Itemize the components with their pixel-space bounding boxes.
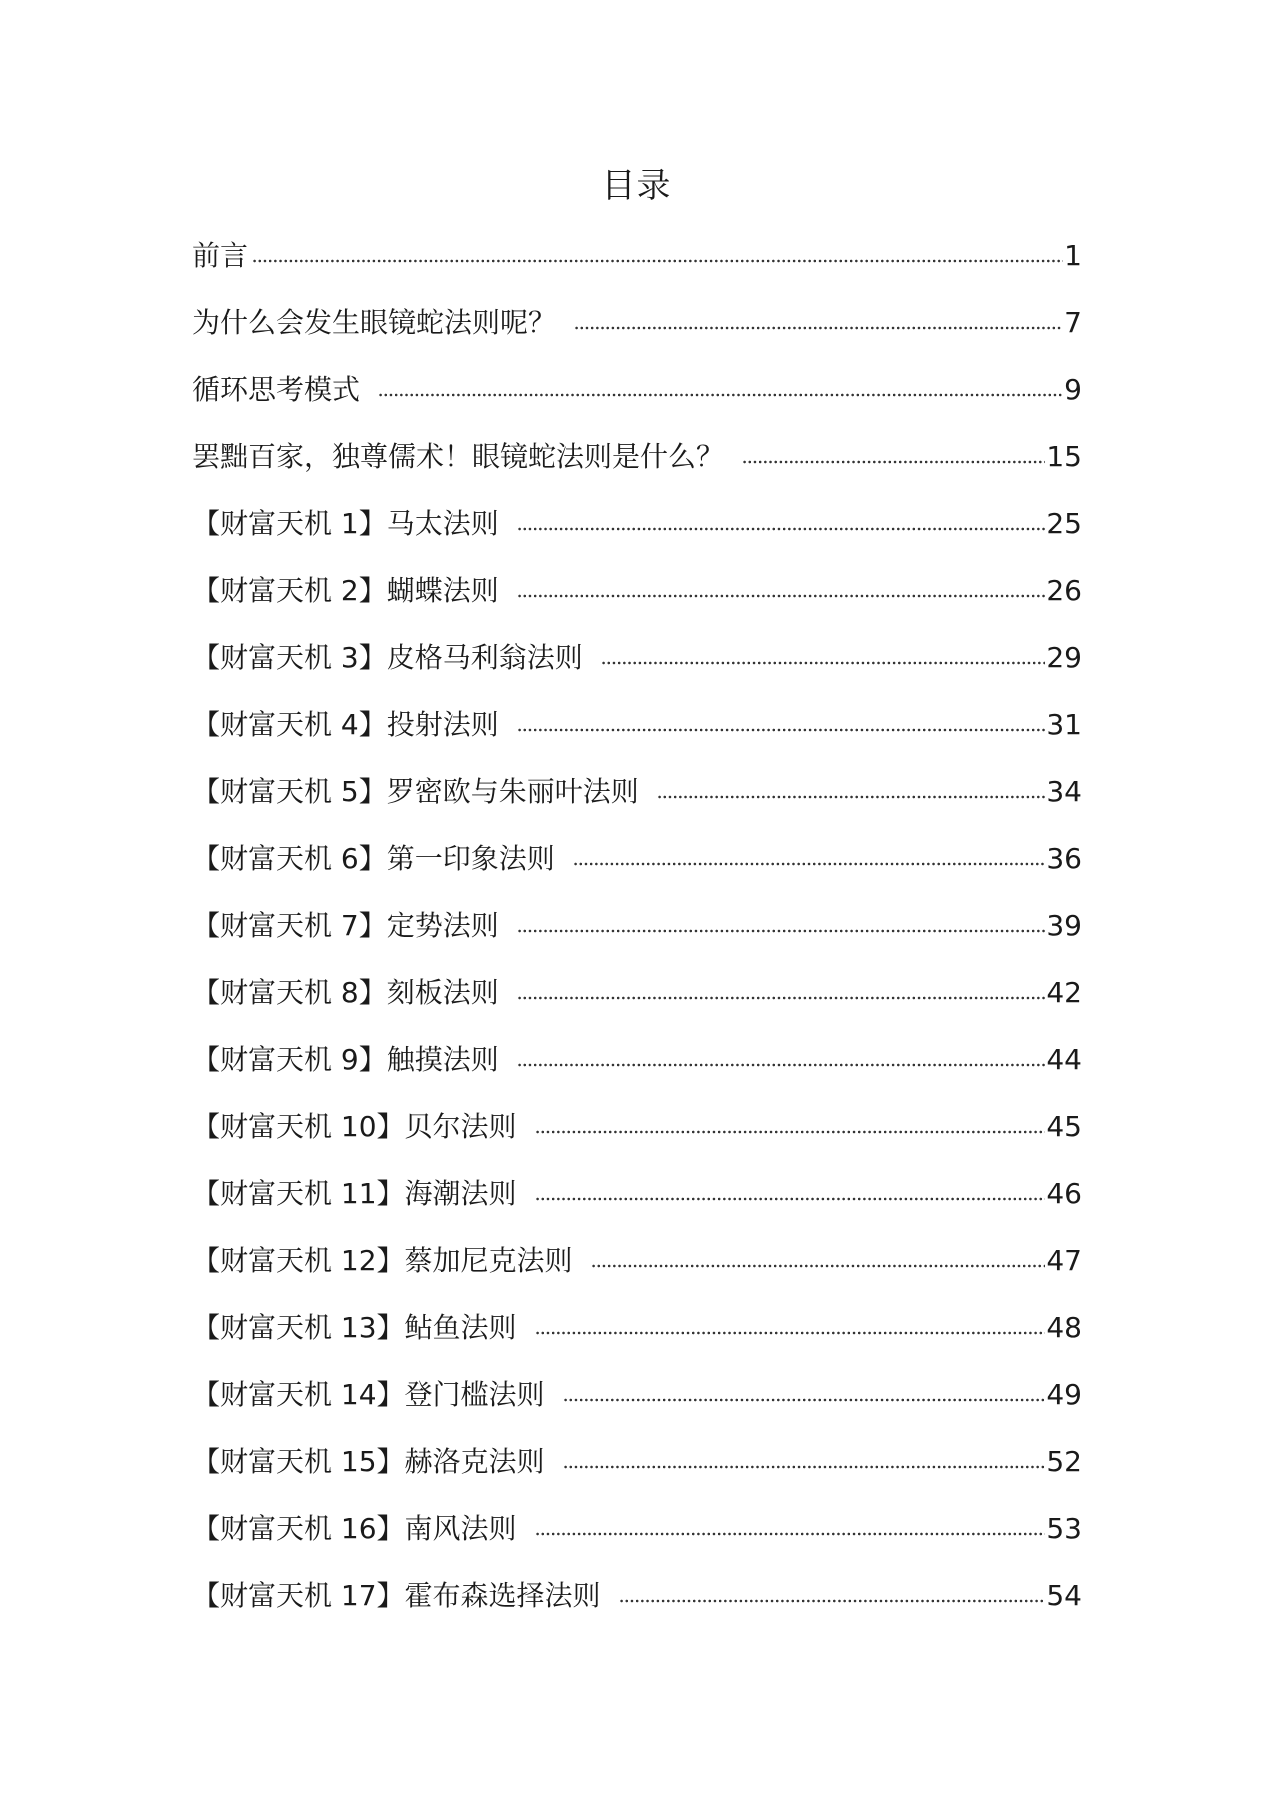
toc-entry-label: 【财富天机 6】第一印象法则 [192,842,555,875]
toc-entry-page-number: 52 [1046,1445,1082,1478]
toc-dot-leader [517,929,1046,933]
toc-entry-label: 【财富天机 10】贝尔法则 [192,1110,517,1143]
toc-entry[interactable] [192,839,1082,906]
toc-entry-label: 【财富天机 3】皮格马利翁法则 [192,641,583,674]
toc-entry-label: 【财富天机 9】触摸法则 [192,1043,499,1076]
toc-entry[interactable] [192,437,1082,504]
toc-dot-leader [378,393,1063,397]
toc-entry-label: 【财富天机 4】投射法则 [192,708,499,741]
toc-entry[interactable] [192,705,1082,772]
toc-entry-page-number: 47 [1046,1244,1082,1277]
toc-dot-leader [563,1398,1046,1402]
toc-entry[interactable] [192,370,1082,437]
toc-dot-leader [517,1063,1046,1067]
toc-entry-page-number: 31 [1046,708,1082,741]
toc-entry-label: 循环思考模式 [192,373,361,406]
toc-entry-page-number: 26 [1046,574,1082,607]
toc-entry[interactable] [192,1040,1082,1107]
toc-entry[interactable] [192,772,1082,839]
toc-entry[interactable] [192,504,1082,571]
toc-entry-label: 【财富天机 1】马太法则 [192,507,499,540]
toc-entry[interactable] [192,1107,1082,1174]
toc-entry-label: 【财富天机 12】蔡加尼克法则 [192,1244,573,1277]
toc-dot-leader [517,728,1046,732]
toc-entry-label: 罢黜百家，独尊儒术！眼镜蛇法则是什么？ [192,440,725,473]
toc-dot-leader [591,1264,1046,1268]
toc-dot-leader [742,460,1045,464]
toc-dot-leader [252,259,1063,263]
toc-dot-leader [535,1197,1046,1201]
toc-entry-label: 【财富天机 7】定势法则 [192,909,499,942]
toc-entry-page-number: 54 [1046,1579,1082,1612]
toc-entry[interactable] [192,906,1082,973]
toc-entry-page-number: 44 [1046,1043,1082,1076]
toc-entry-page-number: 15 [1046,440,1082,473]
toc-dot-leader [619,1599,1046,1603]
toc-list [192,236,1082,1643]
toc-entry-label: 【财富天机 8】刻板法则 [192,976,499,1009]
toc-entry-page-number: 36 [1046,842,1082,875]
toc-entry[interactable] [192,236,1082,303]
toc-dot-leader [517,594,1046,598]
toc-entry-label: 【财富天机 15】赫洛克法则 [192,1445,545,1478]
toc-dot-leader [563,1465,1046,1469]
toc-entry[interactable] [192,1174,1082,1241]
toc-entry-page-number: 48 [1046,1311,1082,1344]
toc-entry-page-number: 1 [1064,239,1082,272]
toc-title: 目录 [601,166,672,206]
toc-entry[interactable] [192,1375,1082,1442]
toc-entry[interactable] [192,1308,1082,1375]
toc-entry-label: 为什么会发生眼镜蛇法则呢？ [192,306,557,339]
toc-entry-page-number: 46 [1046,1177,1082,1210]
toc-entry-page-number: 7 [1064,306,1082,339]
toc-dot-leader [601,661,1046,665]
toc-entry-page-number: 9 [1064,373,1082,406]
toc-dot-leader [535,1532,1046,1536]
toc-dot-leader [535,1130,1046,1134]
toc-entry-page-number: 39 [1046,909,1082,942]
toc-dot-leader [517,527,1046,531]
toc-entry-label: 【财富天机 14】登门槛法则 [192,1378,545,1411]
toc-entry-label: 前言 [192,239,249,272]
toc-entry-page-number: 45 [1046,1110,1082,1143]
toc-entry-page-number: 34 [1046,775,1082,808]
toc-entry-page-number: 53 [1046,1512,1082,1545]
toc-entry-label: 【财富天机 16】南风法则 [192,1512,517,1545]
toc-entry[interactable] [192,1509,1082,1576]
toc-entry-label: 【财富天机 2】蝴蝶法则 [192,574,499,607]
toc-entry-page-number: 42 [1046,976,1082,1009]
toc-entry[interactable] [192,303,1082,370]
toc-dot-leader [657,795,1046,799]
toc-dot-leader [535,1331,1046,1335]
toc-entry-page-number: 25 [1046,507,1082,540]
toc-entry[interactable] [192,1576,1082,1643]
toc-entry[interactable] [192,638,1082,705]
toc-entry[interactable] [192,973,1082,1040]
toc-entry[interactable] [192,571,1082,638]
toc-entry-label: 【财富天机 11】海潮法则 [192,1177,517,1210]
toc-entry-page-number: 49 [1046,1378,1082,1411]
toc-entry-label: 【财富天机 5】罗密欧与朱丽叶法则 [192,775,639,808]
toc-dot-leader [517,996,1046,1000]
toc-entry-label: 【财富天机 17】霍布森选择法则 [192,1579,601,1612]
toc-entry[interactable] [192,1442,1082,1509]
toc-entry-label: 【财富天机 13】鲇鱼法则 [192,1311,517,1344]
toc-entry-page-number: 29 [1046,641,1082,674]
toc-entry[interactable] [192,1241,1082,1308]
toc-dot-leader [573,862,1046,866]
toc-dot-leader [574,326,1063,330]
